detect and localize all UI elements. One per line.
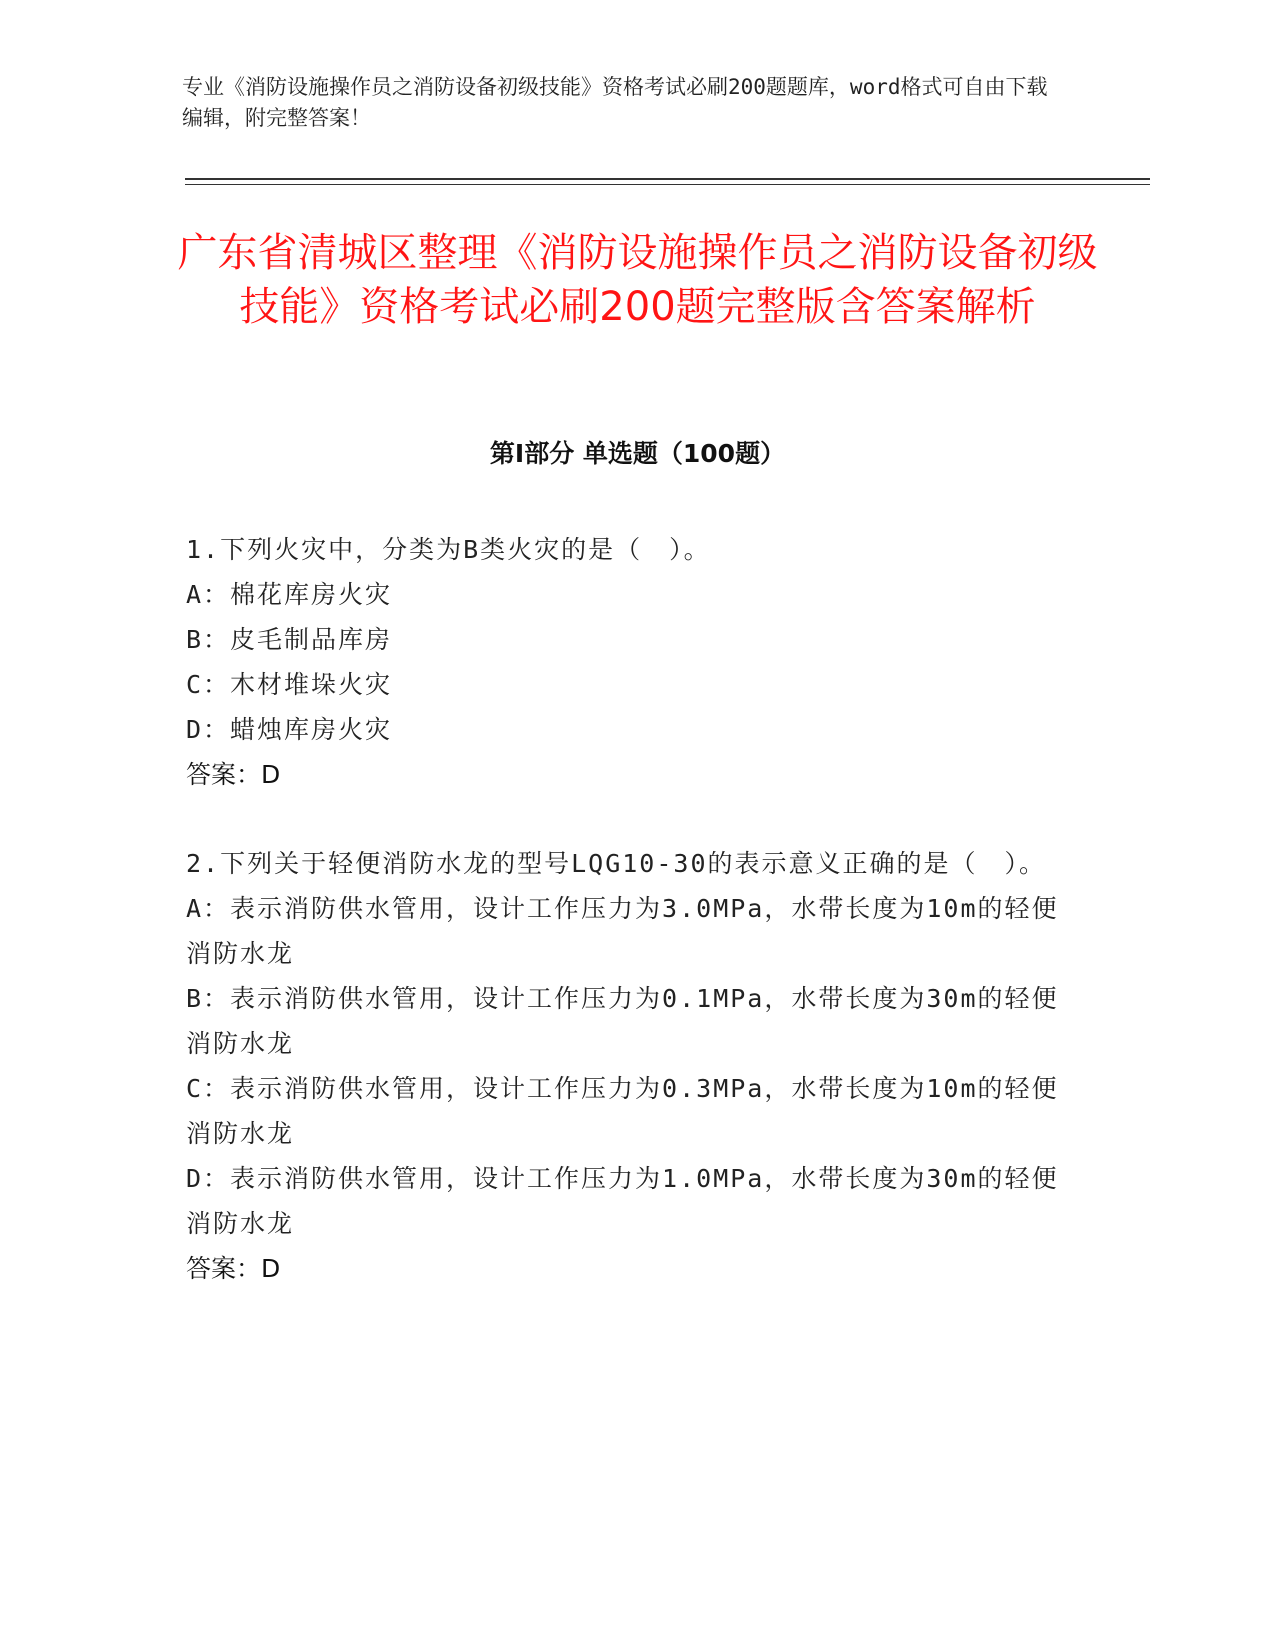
option-d: D：表示消防供水管用，设计工作压力为1.0MPa，水带长度为30m的轻便消防水龙 <box>186 1164 1059 1238</box>
question-list <box>186 527 1076 1335</box>
header-divider-thin <box>185 184 1150 185</box>
option-c: C：表示消防供水管用，设计工作压力为0.3MPa，水带长度为10m的轻便消防水龙 <box>186 1074 1059 1148</box>
question-1 <box>186 527 1076 797</box>
answer: 答案：D <box>186 760 281 789</box>
option-d: D：蜡烛库房火灾 <box>186 715 393 744</box>
header-divider-thick <box>185 178 1150 180</box>
section-heading: 第I部分 单选题（100题） <box>489 439 786 468</box>
option-a: A：棉花库房火灾 <box>186 580 393 609</box>
option-b: B：表示消防供水管用，设计工作压力为0.1MPa，水带长度为30m的轻便消防水龙 <box>186 984 1059 1058</box>
option-c: C：木材堆垛火灾 <box>186 670 393 699</box>
answer: 答案：D <box>186 1254 281 1283</box>
header-note: 专业《消防设施操作员之消防设备初级技能》资格考试必刷200题题库，word格式可自由下载编辑，附完整答案！ <box>182 75 1048 130</box>
question-2 <box>186 841 1076 1291</box>
option-b: B：皮毛制品库房 <box>186 625 393 654</box>
document-title: 广东省清城区整理《消防设施操作员之消防设备初级技能》资格考试必刷200题完整版含答案解析 <box>177 230 1098 330</box>
question-stem: 1.下列火灾中，分类为B类火灾的是（ ）。 <box>186 535 711 564</box>
question-stem: 2.下列关于轻便消防水龙的型号LQG10-30的表示意义正确的是（ ）。 <box>186 849 1047 878</box>
option-a: A：表示消防供水管用，设计工作压力为3.0MPa，水带长度为10m的轻便消防水龙 <box>186 894 1059 968</box>
